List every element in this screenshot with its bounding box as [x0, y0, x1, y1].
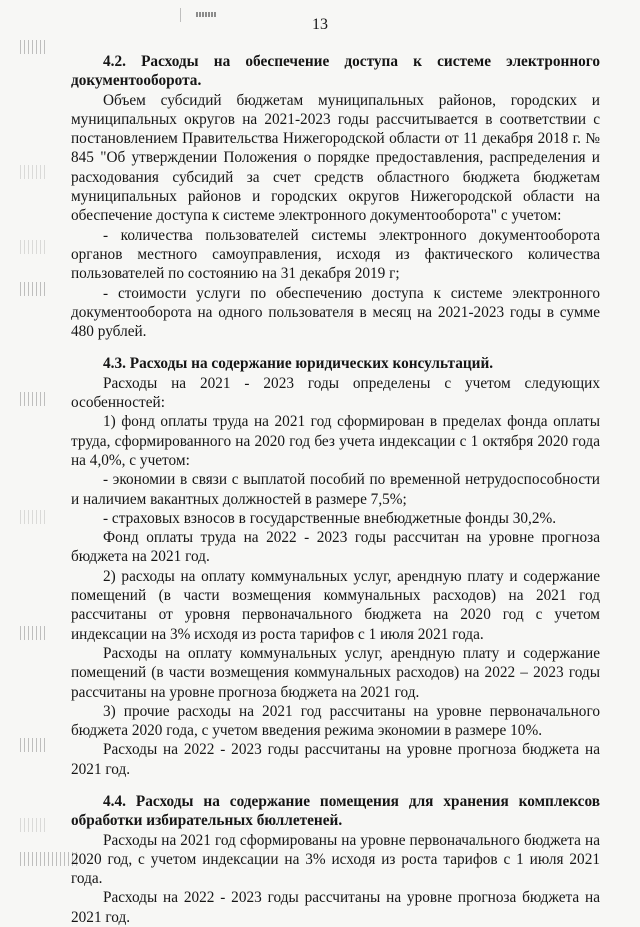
- paragraph: 2) расходы на оплату коммунальных услуг, арендную плату и содержание помещений (в части возмещения коммунальных расходов) на 2021 год рассчитаны от уровня первоначального бюджета на 2020 год с учетом индексации на 3% исходя из роста тарифов с 1 июля 2021 года.: [71, 567, 600, 643]
- page-number: 13: [312, 16, 328, 33]
- section-heading-4-2: 4.2. Расходы на обеспечение доступа к системе электронного документооборота.: [71, 53, 600, 90]
- scan-artifact-left: [20, 240, 48, 254]
- paragraph: Расходы на 2021 год сформированы на уровне первоначального бюджета на 2020 год, с учетом индексации на 3% исходя из роста тарифов с 1 июля 2021 года.: [71, 831, 600, 888]
- document-body: [71, 52, 600, 927]
- paragraph: Расходы на 2021 - 2023 годы определены с учетом следующих особенностей:: [71, 374, 600, 412]
- section-heading-4-3: 4.3. Расходы на содержание юридических консультаций.: [103, 355, 494, 373]
- paragraph: 3) прочие расходы на 2021 год рассчитаны на уровне первоначального бюджета 2020 года, с учетом введения режима экономии в размере 10%.: [71, 702, 600, 740]
- scan-artifact-left: [20, 282, 48, 296]
- scan-artifact-left: [20, 818, 48, 832]
- scan-artifact-left: [20, 40, 48, 54]
- paragraph: Расходы на оплату коммунальных услуг, арендную плату и содержание помещений (в части возмещения коммунальных расходов) на 2022 – 2023 годы рассчитаны на уровне прогноза бюджета на 2021 год.: [71, 644, 600, 701]
- scan-artifact-left: [20, 510, 48, 524]
- paragraph: - страховых взносов в государственные внебюджетные фонды 30,2%.: [103, 509, 557, 527]
- paragraph: Расходы на 2022 - 2023 годы рассчитаны на уровне прогноза бюджета на 2021 год.: [71, 741, 600, 778]
- paragraph: - стоимости услуги по обеспечению доступа к системе электронного документооборота на одного пользователя в месяц на 2021-2023 годы в сумме 480 рублей.: [71, 284, 600, 341]
- paragraph: - количества пользователей системы электронного документооборота органов местного самоуправления, исходя из фактического количества пользователей по состоянию на 31 декабря 2019 г;: [71, 226, 600, 283]
- paragraph: Объем субсидий бюджетам муниципальных районов, городских и муниципальных округов на 2021-2023 годы рассчитывается в соответствии с постановлением Правительства Нижегородской области от 11 декабря 2018 г. № 845 "Об утверждении Положения о порядке предоставления, распределения и расходования субсидий за счет средств областного бюджета бюджетам муниципальных районов и городских округов Нижегородской области на обеспечение доступа к системе электронного документооборота" с учетом:: [71, 91, 600, 225]
- scan-artifact-left: [20, 738, 48, 752]
- scan-artifact-left: [20, 165, 48, 179]
- scan-artifact-left: [20, 626, 48, 640]
- scan-artifact-left: [20, 392, 48, 406]
- paragraph: 1) фонд оплаты труда на 2021 год сформирован в пределах фонда оплаты труда, сформированного на 2020 год без учета индексации с 1 октября 2020 года на 4,0%, с учетом:: [71, 413, 600, 469]
- section-heading-4-4: 4.4. Расходы на содержание помещения для хранения комплексов обработки избирательных бюллетеней.: [71, 792, 600, 830]
- paragraph: Фонд оплаты труда на 2022 - 2023 годы рассчитан на уровне прогноза бюджета на 2021 год.: [71, 529, 600, 566]
- paragraph: - экономии в связи с выплатой пособий по временной нетрудоспособности и наличием вакантных должностей в размере 7,5%;: [71, 471, 600, 508]
- paragraph: Расходы на 2022 - 2023 годы рассчитаны на уровне прогноза бюджета на 2021 год.: [71, 889, 600, 926]
